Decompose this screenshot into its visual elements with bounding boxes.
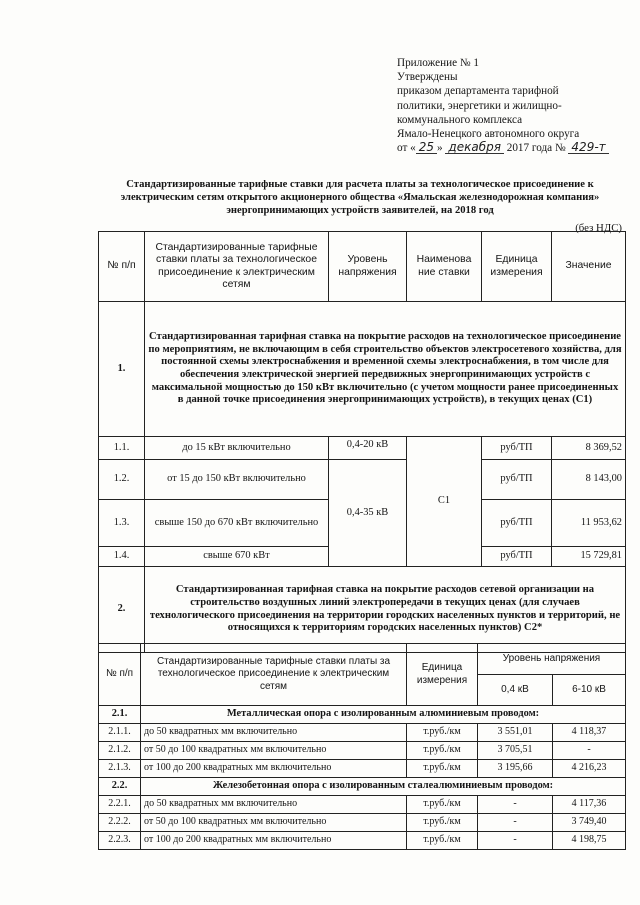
handwritten-day: 25 xyxy=(416,141,437,154)
row-value-0-4: 3 195,66 xyxy=(478,760,553,778)
row-unit: т.руб./км xyxy=(407,832,478,850)
section-1-num: 1. xyxy=(99,302,145,437)
row-value-6-10: 4 216,23 xyxy=(553,760,626,778)
row-desc: свыше 670 кВт xyxy=(145,547,329,567)
approval-order-line-2: политики, энергетики и жилищно- xyxy=(397,99,562,112)
header-num: № п/п xyxy=(99,232,145,302)
row-value-0-4: - xyxy=(478,832,553,850)
row-num: 2.1.2. xyxy=(99,742,141,760)
row-unit: руб/ТП xyxy=(482,500,552,547)
row-value: 11 953,62 xyxy=(552,500,626,547)
row-unit: т.руб./км xyxy=(407,814,478,832)
row-num: 1.2. xyxy=(99,460,145,500)
group-title: Металлическая опора с изолированным алюминиевым проводом: xyxy=(141,706,626,724)
header-rate-name: Наименова ние ставки xyxy=(407,232,482,302)
rate-name-c1: С1 xyxy=(407,437,482,567)
row-num: 2.1.3. xyxy=(99,760,141,778)
handwritten-month: декабря xyxy=(445,141,504,154)
table-row xyxy=(99,796,626,814)
header-num: № п/п xyxy=(99,644,141,706)
date-mid: » xyxy=(437,142,443,155)
approval-order-line-4: Ямало-Ненецкого автономного округа xyxy=(397,128,580,141)
row-num: 1.1. xyxy=(99,437,145,460)
row-value: 15 729,81 xyxy=(552,547,626,567)
approval-order-line-1: приказом департамента тарифной xyxy=(397,85,559,98)
row-num: 2.1.1. xyxy=(99,724,141,742)
row-desc: от 50 до 100 квадратных мм включительно xyxy=(141,742,407,760)
section-2-description: Стандартизированная тарифная ставка на покрытие расходов сетевой организации на строительство воздушных линий электропередачи в текущих ценах (для случаев технологического присоединения на территории городских населенных пунктов и территорий, не относящихся к территориям городских населенных пунктов) С2* xyxy=(145,567,626,653)
group-title: Железобетонная опора с изолированным сталеалюминиевым проводом: xyxy=(141,778,626,796)
group-num: 2.1. xyxy=(99,706,141,724)
header-unit: Единица измерения xyxy=(407,644,478,706)
table-row xyxy=(99,832,626,850)
row-unit: т.руб./км xyxy=(407,760,478,778)
header-voltage: Уровень напряжения xyxy=(478,644,626,675)
voltage-0-4-20: 0,4-20 кВ xyxy=(329,437,407,460)
header-unit: Единица измерения xyxy=(482,232,552,302)
row-unit: т.руб./км xyxy=(407,724,478,742)
table-row xyxy=(99,437,626,460)
table-row xyxy=(99,814,626,832)
row-value-6-10: 4 198,75 xyxy=(553,832,626,850)
table-row xyxy=(99,724,626,742)
row-num: 2.2.2. xyxy=(99,814,141,832)
approval-date-line xyxy=(397,141,637,155)
row-desc: от 100 до 200 квадратных мм включительно xyxy=(141,832,407,850)
voltage-0-4-35: 0,4-35 кВ xyxy=(329,460,407,567)
header-rates: Стандартизированные тарифные ставки платы за технологическое присоединение к электрическим сетям xyxy=(145,232,329,302)
table-row xyxy=(99,742,626,760)
row-value-6-10: 4 118,37 xyxy=(553,724,626,742)
row-desc: от 15 до 150 кВт включительно xyxy=(145,460,329,500)
row-value: 8 143,00 xyxy=(552,460,626,500)
group-2-1-row xyxy=(99,706,626,724)
handwritten-order-number: 429-т xyxy=(568,141,608,154)
row-value-0-4: 3 551,01 xyxy=(478,724,553,742)
table1-header-row xyxy=(99,232,626,302)
row-unit: т.руб./км xyxy=(407,796,478,814)
row-unit: руб/ТП xyxy=(482,460,552,500)
row-desc: до 15 кВт включительно xyxy=(145,437,329,460)
row-desc: от 50 до 100 квадратных мм включительно xyxy=(141,814,407,832)
section-1-row xyxy=(99,302,626,437)
tariff-table-c2 xyxy=(98,643,626,850)
row-unit: руб/ТП xyxy=(482,437,552,460)
document-title: Стандартизированные тарифные ставки для расчета платы за технологическое присоединение к электрическим сетям открытого акционерного общества «Ямальская железнодорожная компания» энергопринимающих устройств заявителей, на 2018 год xyxy=(120,179,600,216)
date-year: 2017 года № xyxy=(506,142,566,155)
row-value-0-4: 3 705,51 xyxy=(478,742,553,760)
section-1-description: Стандартизированная тарифная ставка на покрытие расходов на технологическое присоединение по мероприятиям, не включающим в себя строительство объектов электросетевого хозяйства, для постоянной схемы электроснабжения и временной схемы электроснабжения, в том числе для обеспечения электрической энергией передвижных энергопринимающих устройств с максимальной мощностью до 150 кВт включительно (с учетом мощности ранее присоединенных в данной точке присоединения энергопринимающих устройств), в текущих ценах (С1) xyxy=(145,302,626,437)
row-num: 2.2.1. xyxy=(99,796,141,814)
row-unit: т.руб./км xyxy=(407,742,478,760)
row-desc: до 50 квадратных мм включительно xyxy=(141,796,407,814)
row-value-0-4: - xyxy=(478,796,553,814)
row-num: 1.3. xyxy=(99,500,145,547)
row-value-6-10: 4 117,36 xyxy=(553,796,626,814)
row-value-6-10: - xyxy=(553,742,626,760)
header-voltage-0-4: 0,4 кВ xyxy=(478,675,553,706)
date-prefix: от « xyxy=(397,142,416,155)
row-num: 1.4. xyxy=(99,547,145,567)
row-desc: до 50 квадратных мм включительно xyxy=(141,724,407,742)
row-unit: руб/ТП xyxy=(482,547,552,567)
tariff-table-c1 xyxy=(98,231,626,653)
table-row xyxy=(99,460,626,500)
row-value-0-4: - xyxy=(478,814,553,832)
header-voltage: Уровень напряжения xyxy=(329,232,407,302)
table2-header-row xyxy=(99,644,626,675)
header-value: Значение xyxy=(552,232,626,302)
group-2-2-row xyxy=(99,778,626,796)
approval-order-line-3: коммунального комплекса xyxy=(397,113,523,126)
row-desc: от 100 до 200 квадратных мм включительно xyxy=(141,760,407,778)
section-2-num: 2. xyxy=(99,567,145,653)
approved-label: Утверждены xyxy=(397,71,458,84)
row-num: 2.2.3. xyxy=(99,832,141,850)
group-num: 2.2. xyxy=(99,778,141,796)
section-2-row xyxy=(99,567,626,653)
row-desc: свыше 150 до 670 кВт включительно xyxy=(145,500,329,547)
row-value: 8 369,52 xyxy=(552,437,626,460)
table-row xyxy=(99,760,626,778)
row-value-6-10: 3 749,40 xyxy=(553,814,626,832)
vat-note: (без НДС) xyxy=(575,222,622,234)
approval-block xyxy=(397,56,637,155)
header-voltage-6-10: 6-10 кВ xyxy=(553,675,626,706)
header-rates: Стандартизированные тарифные ставки платы за технологическое присоединение к электрическим сетям xyxy=(141,644,407,706)
appendix-number: Приложение № 1 xyxy=(397,57,479,69)
